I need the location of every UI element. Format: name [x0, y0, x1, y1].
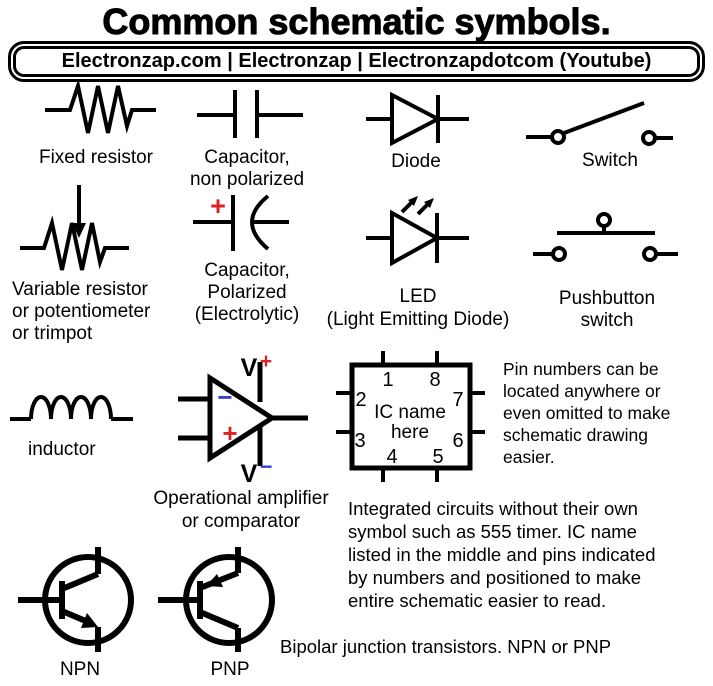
note-line: even omitted to make — [503, 403, 671, 423]
inverting-input-sign: − — [217, 382, 233, 412]
pnp-label: PNP — [210, 659, 250, 680]
ic-pin-number: 6 — [452, 430, 464, 452]
variable-resistor-symbol — [16, 183, 136, 275]
label-line: or comparator — [181, 511, 301, 532]
capacitor-nonpolarized-symbol — [197, 88, 305, 140]
led-label — [318, 285, 518, 331]
npn-transistor-symbol — [16, 542, 164, 662]
inductor-symbol — [8, 390, 136, 426]
ic-name-line: here — [390, 422, 430, 443]
label-line: non polarized — [189, 169, 305, 190]
label-line: switch — [580, 310, 634, 331]
capacitor-nonpolarized-label — [172, 147, 322, 191]
banner — [8, 41, 705, 82]
ic-pin-number: 7 — [452, 389, 464, 411]
label-line: Variable resistor — [12, 279, 148, 300]
supply-minus-sign: − — [259, 454, 273, 479]
capacitor-polarized-symbol — [193, 193, 295, 255]
label-line: (Electrolytic) — [194, 304, 300, 325]
supply-v-bottom: V — [240, 460, 258, 488]
label-line: or trimpot — [12, 323, 93, 344]
op-amp-label — [151, 487, 331, 533]
label-line: Capacitor, — [204, 260, 290, 281]
label-line: Operational amplifier — [153, 488, 329, 509]
ic-name-line: IC name — [374, 402, 446, 423]
bjt-note: Bipolar junction transistors. NPN or PNP — [280, 636, 612, 657]
npn-label: NPN — [59, 659, 101, 680]
note-line: listed in the middle and pins indicated — [348, 544, 656, 565]
inductor-label: inductor — [28, 439, 96, 460]
note-line: easier. — [503, 447, 555, 467]
ic-pin-number: 5 — [432, 446, 444, 468]
fixed-resistor-symbol — [43, 82, 159, 138]
note-line: Integrated circuits without their own — [348, 498, 638, 519]
ic-pin-number: 3 — [354, 430, 366, 452]
op-amp-symbol — [175, 352, 325, 488]
non-inverting-input-sign: + — [222, 418, 238, 448]
variable-resistor-label — [12, 279, 150, 345]
ic-pin-number: 1 — [382, 369, 394, 391]
plus-polarity-mark: + — [210, 191, 226, 221]
fixed-resistor-label: Fixed resistor — [38, 147, 154, 168]
pushbutton-switch-label — [547, 288, 667, 332]
switch-label: Switch — [582, 150, 638, 171]
diode-label: Diode — [391, 151, 441, 172]
diode-symbol — [365, 91, 471, 145]
ic-note — [348, 497, 656, 612]
note-line: schematic drawing — [503, 425, 648, 445]
ic-pin-number: 2 — [355, 389, 367, 411]
note-line: Pin numbers can be — [503, 359, 659, 379]
label-line: Capacitor, — [204, 147, 290, 168]
capacitor-polarized-label — [177, 260, 317, 326]
label-line: Pushbutton — [558, 288, 656, 309]
label-line: or potentiometer — [12, 301, 151, 322]
supply-v-top: V — [240, 354, 258, 382]
led-symbol — [363, 194, 473, 268]
supply-plus-sign: + — [259, 350, 273, 373]
page-title: Common schematic symbols. — [102, 1, 611, 42]
ic-pin-number: 8 — [429, 369, 441, 391]
ic-symbol — [330, 348, 488, 486]
label-line: Polarized — [207, 282, 287, 303]
pin-note — [503, 358, 670, 468]
switch-symbol — [524, 95, 676, 147]
pushbutton-switch-symbol — [531, 208, 681, 264]
note-line: symbol such as 555 timer. IC name — [348, 521, 637, 542]
note-line: by numbers and positioned to make — [348, 567, 642, 588]
ic-pin-number: 4 — [386, 446, 398, 468]
banner-text: Electronzap.com | Electronzap | Electronzapdotcom (Youtube) — [13, 46, 700, 77]
note-line: located anywhere or — [503, 381, 661, 401]
note-line: entire schematic easier to read. — [348, 590, 607, 611]
label-line: LED — [399, 286, 437, 307]
label-line: (Light Emitting Diode) — [326, 309, 510, 330]
